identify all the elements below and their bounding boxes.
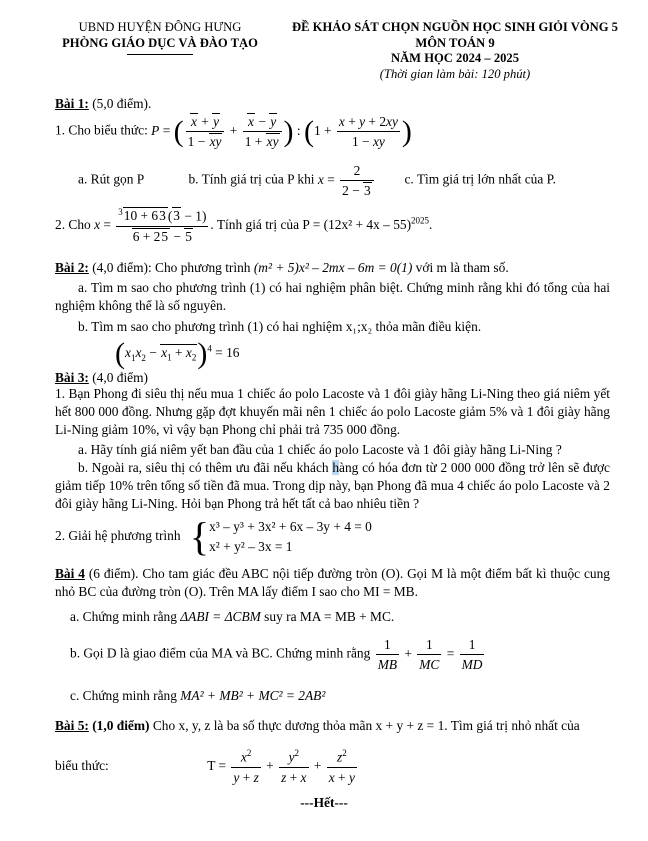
- bai3-b-pre: b. Ngoài ra, siêu thị có thêm ưu đãi nếu khách: [78, 460, 333, 475]
- bai1-b-lead: b. Tính giá trị của P khi: [188, 171, 315, 187]
- bai5-heading: [55, 717, 608, 734]
- duration: (Thời gian làm bài: 120 phút): [379, 67, 531, 82]
- bai1-heading: [55, 95, 608, 112]
- bai4-b-lead: b. Gọi D là giao điểm của MA và BC. Chứng minh rằng: [70, 645, 371, 661]
- bai4-b: [70, 636, 608, 673]
- bai5-title: Bài 5:: [55, 718, 89, 733]
- bai5-t-formula: T = $\frac{x^2}{y + z}$ + $\frac{y^2}{z + x}$ + $\frac{z^2}{x + y}$: [207, 748, 355, 785]
- bai4-c-math: MA² + MB² + MC² = 2AB²: [180, 688, 326, 703]
- bai4-b-math: $\frac{1}{MB}$ + $\frac{1}{MC}$ = $\frac{1}{MD}$: [377, 637, 483, 673]
- bai1-points: (5,0 điểm).: [88, 96, 152, 111]
- bai1-q2-x: x = $\frac{^310 + 63 (3 - 1)}{6 + 25 - 5}$: [94, 207, 207, 244]
- department-name: PHÒNG GIÁO DỤC VÀ ĐÀO TẠO: [62, 35, 258, 50]
- bai3-a: a. Hãy tính giá niêm yết ban đầu của 1 chiếc áo polo Lacoste và 1 đôi giày hãng Li-Ning ?: [78, 442, 562, 457]
- bai3-b-post: àng có hóa đơn từ 2 000 000 đồng trở lên sẽ được giảm tiếp 10% trên tổng số tiền đã mua. Trong dịp này, bạn Phong đã mua 4 chiếc áo polo Lacoste và 2 đôi giày hãng Li-Ning. Hỏi bạn Phong trả hết tất cả bao nhiêu tiền ?: [55, 460, 610, 512]
- bai3-heading: [55, 369, 608, 386]
- bai2-condition-value: = 16: [215, 345, 240, 361]
- bai1-c: c. Tìm giá trị lớn nhất của P.: [404, 171, 556, 187]
- bai2-equation: (m² + 5)x² – 2mx – 6m = 0(1): [253, 260, 413, 275]
- bai2-b: b. Tìm m sao cho phương trình (1) có hai nghiệm x₁;x₂ thỏa mãn điều kiện.: [78, 319, 482, 334]
- bai3-q2-lead: 2. Giải hệ phương trình: [55, 528, 181, 544]
- bai4-a-math: ΔABI = ΔCBM: [180, 609, 261, 624]
- exam-title: ĐỀ KHẢO SÁT CHỌN NGUỒN HỌC SINH GIỎI VÒNG 5: [292, 20, 618, 34]
- bai4-c-pre: c. Chứng minh rằng: [70, 688, 181, 703]
- district-name: UBND HUYỆN ĐÔNG HƯNG: [78, 20, 242, 34]
- bai1-q1-lead: 1. Cho biểu thức:: [55, 122, 148, 138]
- bai1-q2-formula: P = (12x² + 4x – 55): [302, 216, 412, 232]
- bai5-expression: [55, 748, 608, 786]
- bai4-a-post: suy ra MA = MB + MC.: [260, 609, 395, 624]
- bai4-intro-block: [55, 565, 610, 601]
- bai3-points: (4,0 điểm): [88, 370, 148, 385]
- bai1-q2-exp: 2025: [411, 215, 430, 226]
- bai3-system: [209, 517, 372, 557]
- bai4-a-pre: a. Chứng minh rằng: [70, 609, 181, 624]
- header-right: [270, 20, 640, 83]
- bai1-q1: [55, 113, 608, 150]
- bai5-points: (1,0 điểm): [88, 718, 150, 733]
- bai1-title: Bài 1:: [55, 96, 89, 111]
- bai1-subparts: [78, 162, 608, 199]
- bai3-title: Bài 3:: [55, 370, 89, 385]
- bai2-tail: với m là tham số.: [412, 260, 509, 275]
- bai4-c: [70, 687, 608, 704]
- bai1-b-math: x = $\frac{2}{2 - 3}$: [318, 172, 376, 187]
- bai1-a: a. Rút gọn P: [78, 171, 144, 187]
- school-year: NĂM HỌC 2024 – 2025: [390, 51, 520, 66]
- bai4-title: Bài 4: [55, 566, 85, 581]
- header-underline: [127, 54, 193, 55]
- bai1-p-formula: P = ( $\frac{x + y}{1 - xy}$ + $\frac{x - y}{1 + xy}$ ) : (1 + $\frac{x + y + 2xy}{1 - xy}$ ): [151, 114, 412, 150]
- bai4-a: [70, 608, 608, 625]
- bai2-heading: [55, 259, 608, 276]
- bai3-p1: 1. Bạn Phong đi siêu thị nếu mua 1 chiếc áo polo Lacoste và 1 đôi giày hãng Li-Ning theo giá niêm yết hết 800 000 đồng. Nhưng gặp đợt khuyến mãi nên 1 chiếc áo polo Lacoste giảm 5% và 1 đôi giày hãng Li-Ning giảm 10%, vì vậy bạn Phong chỉ phải trả 735 000 đồng.: [55, 386, 610, 438]
- header-left: [40, 20, 280, 55]
- bai5-intro: Cho x, y, z là ba số thực dương thỏa mãn x + y + z = 1. Tìm giá trị nhỏ nhất của: [149, 718, 580, 733]
- bai3-eq2: x² + y² – 3x = 1: [209, 539, 293, 555]
- bai1-q2: 2. Cho x = $\frac{^310 + 63 (3 - 1)}{6 + 25 - 5}$ . Tính giá trị của $P = (12x^2 + 4x - 55)^{2025}$.: [55, 207, 433, 244]
- bai3-q2: 2. Giải hệ phương trình { x³ – y³ + 3x² + 6x – 3y + 4 = 0 x² + y² – 3x = 1: [55, 514, 372, 560]
- bai1-q2-lead: 2. Cho: [55, 216, 91, 232]
- bai1-q2-mid: . Tính giá trị của: [210, 216, 300, 232]
- end-marker: ---Hết---: [300, 795, 348, 810]
- subject: MÔN TOÁN 9: [415, 35, 495, 50]
- bai3-b: [55, 459, 610, 514]
- bai2-intro: (4,0 điểm): Cho phương trình: [88, 260, 251, 275]
- text-highlight: h: [332, 460, 340, 475]
- bai5-lead: biểu thức:: [55, 757, 109, 773]
- bai2-a: a. Tìm m sao cho phương trình (1) có hai nghiệm phân biệt. Chứng minh rằng khi đó tổng của hai nghiệm không thể là số nguyên.: [55, 280, 610, 314]
- bai3-eq1: x³ – y³ + 3x² + 6x – 3y + 4 = 0: [209, 519, 372, 534]
- bai2-condition: $(x_1x_2 - x_1 + x_2)^4 = 16$: [115, 337, 240, 370]
- bai2-title: Bài 2:: [55, 260, 89, 275]
- bai4-intro: (6 điểm). Cho tam giác đều ABC nội tiếp đường tròn (O). Gọi M là một điểm bất kì thuộc cung nhỏ BC của đường tròn (O). Trên MA lấy điểm I sao cho MI = MB.: [55, 566, 611, 600]
